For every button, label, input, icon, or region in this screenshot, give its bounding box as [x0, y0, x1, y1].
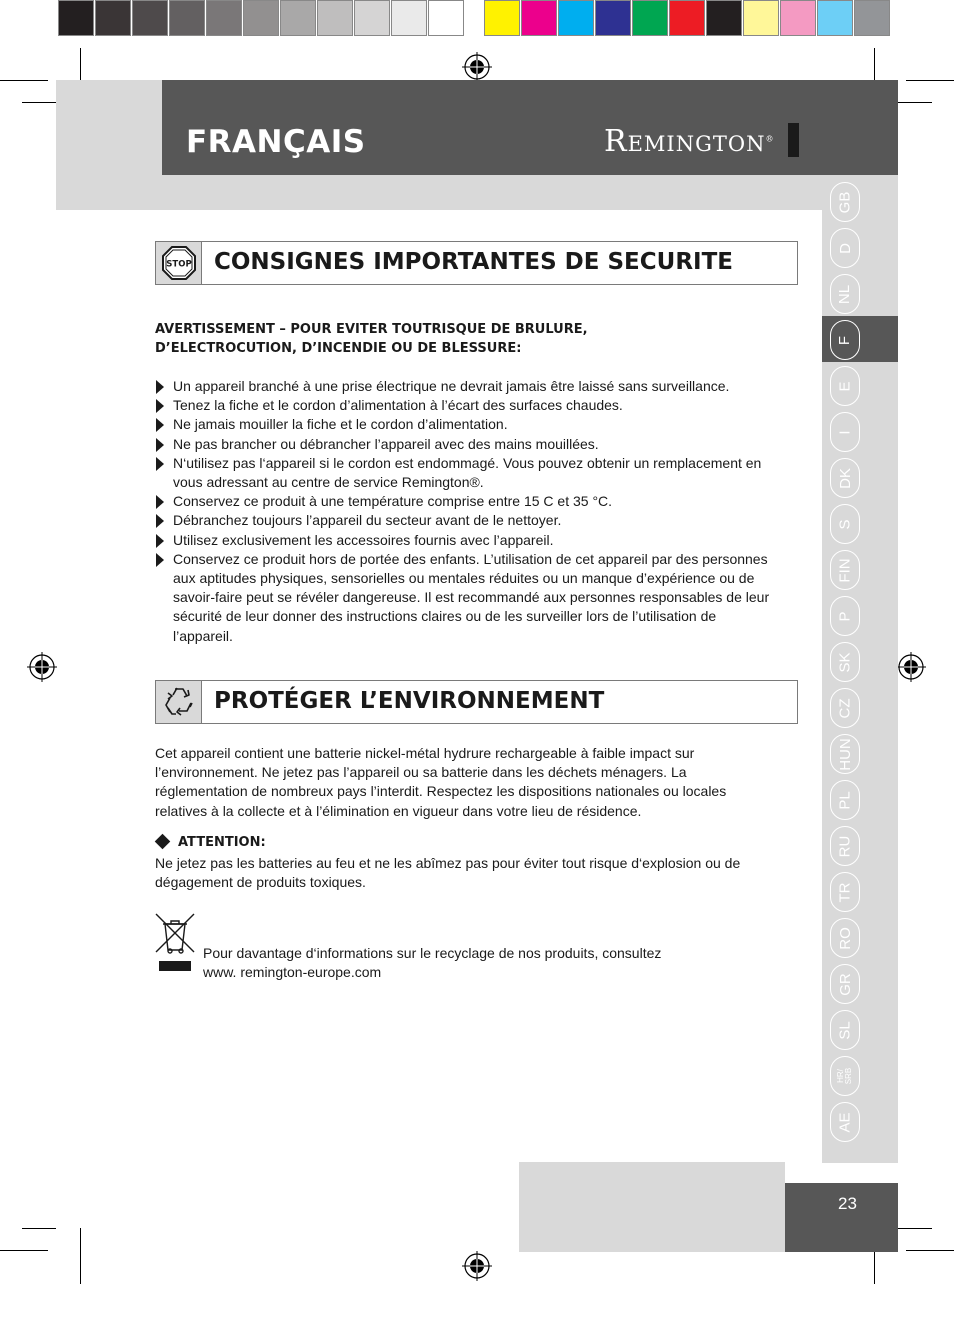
attention-icon	[155, 834, 171, 850]
footer-grey-block	[519, 1162, 785, 1252]
color-swatch	[280, 0, 316, 36]
language-tab-s[interactable]	[830, 504, 860, 544]
color-swatch-bar	[484, 0, 891, 38]
language-tab-label: TR	[836, 882, 854, 902]
registration-mark-icon	[896, 652, 926, 682]
list-item: Un appareil branché à une prise électrique ne devrait jamais être laissé sans surveillance.	[155, 377, 775, 396]
color-swatch	[354, 0, 390, 36]
language-tab-ro[interactable]	[830, 918, 860, 958]
list-item: Conservez ce produit hors de portée des enfants. L’utilisation de cet appareil par des personnes aux aptitudes physiques, sensorielles ou mentales réduites ou un manque d’expérience ou de savoir-faire peut se révéler dangereuse. Il est recommandé aux personnes responsables de leur sécurité de leur donner des instructions claires ou de les surveiller lors de l’utilisation de l’appareil.	[155, 550, 775, 646]
color-swatch	[484, 0, 520, 36]
language-tab-label: S	[836, 518, 854, 530]
language-tab-gr[interactable]	[830, 964, 860, 1004]
registration-mark-icon	[462, 1251, 492, 1281]
color-swatch	[243, 0, 279, 36]
section-header-environment	[155, 680, 798, 724]
language-tab-sl[interactable]	[830, 1010, 860, 1050]
language-tab-label: GR	[836, 972, 854, 996]
language-tab-d[interactable]	[830, 228, 860, 268]
crop-mark	[906, 80, 954, 81]
attention-heading	[155, 835, 266, 850]
language-tab-pl[interactable]	[830, 780, 860, 820]
language-tab-fin[interactable]	[830, 550, 860, 590]
language-tab-label: F	[836, 335, 854, 345]
list-item: Ne jamais mouiller la fiche et le cordon d’alimentation.	[155, 415, 775, 434]
language-tab-label: HUN	[836, 737, 854, 771]
crop-mark	[906, 1250, 954, 1251]
language-tab-p[interactable]	[830, 596, 860, 636]
color-swatch	[95, 0, 131, 36]
language-tab-label: GB	[836, 191, 854, 213]
language-tab-label: HR/ SRB	[836, 1067, 853, 1085]
language-tab-tr[interactable]	[830, 872, 860, 912]
section-header-safety	[155, 241, 798, 285]
crop-mark	[0, 80, 48, 81]
language-tab-label: FIN	[836, 557, 854, 583]
language-tab-label: RO	[836, 926, 854, 950]
crossed-bin-icon	[154, 912, 196, 974]
language-tab-ru[interactable]	[830, 826, 860, 866]
list-item: Ne pas brancher ou débrancher l’appareil avec des mains mouillées.	[155, 435, 775, 454]
recycle-info-line1: Pour davantage d‘informations sur le recyclage de nos produits, consultez	[203, 945, 662, 961]
language-tab-label: SL	[836, 1020, 854, 1040]
color-swatch	[669, 0, 705, 36]
warning-heading: AVERTISSEMENT – POUR EVITER TOUTRISQUE DE BRULURE, D’ELECTROCUTION, D’INCENDIE OU DE BLESSURE:	[155, 322, 588, 356]
crop-mark	[898, 1228, 932, 1229]
language-tab-label: SK	[836, 651, 854, 673]
brand-bar	[788, 123, 799, 157]
language-tab-f[interactable]	[830, 320, 860, 360]
color-swatch	[632, 0, 668, 36]
brand-logo-rest: EMINGTON	[627, 132, 766, 156]
color-swatch	[169, 0, 205, 36]
list-item: Conservez ce produit à une température comprise entre 15 C et 35 °C.	[155, 492, 775, 511]
list-item: Débranchez toujours l’appareil du secteur avant de le nettoyer.	[155, 511, 775, 530]
section-title: CONSIGNES IMPORTANTES DE SECURITE	[214, 249, 733, 275]
color-swatch	[317, 0, 353, 36]
stop-sign-icon	[161, 245, 197, 281]
language-tab-list	[830, 182, 862, 1148]
list-item: N‘utilisez pas l‘appareil si le cordon est endommagé. Vous pouvez obtenir un remplacement en vous adressant au centre de service Remington®.	[155, 454, 775, 492]
color-swatch	[780, 0, 816, 36]
color-swatch	[817, 0, 853, 36]
page-number: 23	[838, 1194, 857, 1213]
language-tab-gb[interactable]	[830, 182, 860, 222]
color-swatch	[391, 0, 427, 36]
attention-label: ATTENTION:	[178, 835, 266, 850]
color-swatch	[58, 0, 94, 36]
color-swatch	[854, 0, 890, 36]
stop-sign-label: STOP	[165, 259, 192, 270]
list-item: Tenez la fiche et le cordon d’alimentation à l’écart des surfaces chaudes.	[155, 396, 775, 415]
registration-mark-icon	[27, 652, 57, 682]
crop-mark	[22, 102, 56, 103]
recycle-icon	[160, 683, 198, 721]
language-tab-hrsrb[interactable]	[830, 1056, 860, 1096]
section-icon-box	[156, 681, 202, 723]
language-tab-nl[interactable]	[830, 274, 860, 314]
list-item: Utilisez exclusivement les accessoires fournis avec l’appareil.	[155, 531, 775, 550]
section-icon-box	[156, 242, 202, 284]
color-swatch	[558, 0, 594, 36]
crop-mark	[898, 102, 932, 103]
language-tab-sk[interactable]	[830, 642, 860, 682]
language-tab-label: P	[836, 610, 854, 622]
language-tab-label: DK	[836, 467, 854, 489]
crop-mark	[0, 1250, 48, 1251]
language-tab-label: RU	[836, 835, 854, 857]
brand-logo: REMINGTON®	[604, 124, 775, 159]
language-tab-i[interactable]	[830, 412, 860, 452]
language-tab-cz[interactable]	[830, 688, 860, 728]
safety-bullet-list	[155, 377, 775, 646]
recycle-info-line2: www. remington-europe.com	[203, 964, 382, 980]
registration-mark-icon	[462, 52, 492, 82]
language-tab-dk[interactable]	[830, 458, 860, 498]
color-swatch	[132, 0, 168, 36]
language-tab-label: I	[836, 429, 854, 435]
crop-mark	[22, 1228, 56, 1229]
color-swatch	[706, 0, 742, 36]
language-tab-ae[interactable]	[830, 1102, 860, 1142]
language-tab-label: E	[836, 380, 854, 392]
attention-text: Ne jetez pas les batteries au feu et ne les abîmez pas pour éviter tout risque d‘explosion ou de dégagement de produits toxiques.	[155, 855, 741, 891]
crop-mark	[80, 1228, 81, 1284]
color-swatch	[206, 0, 242, 36]
language-tab-label: CZ	[836, 698, 854, 718]
page-title: FRANÇAIS	[186, 124, 366, 160]
language-tab-e[interactable]	[830, 366, 860, 406]
language-tab-label: PL	[836, 790, 854, 810]
environment-paragraph: Cet appareil contient une batterie nickel-métal hydrure rechargeable à faible impact sur l’environnement. Ne jetez pas l’appareil ou sa batterie dans les déchets ménagers. La réglementation de nombreux pays l’interdit. Respectez les dispositions nationales ou locales relatives à la collecte et à l’élimination en vigueur dans votre lieu de résidence.	[155, 745, 727, 819]
language-tab-hun[interactable]	[830, 734, 860, 774]
color-swatch	[428, 0, 464, 36]
gray-swatch-bar	[58, 0, 465, 38]
color-swatch	[743, 0, 779, 36]
color-swatch	[595, 0, 631, 36]
color-swatch	[521, 0, 557, 36]
language-tab-label: D	[836, 242, 854, 254]
language-tab-label: AE	[836, 1111, 854, 1133]
language-tab-label: NL	[836, 284, 854, 304]
section-title: PROTÉGER L’ENVIRONNEMENT	[214, 688, 605, 714]
